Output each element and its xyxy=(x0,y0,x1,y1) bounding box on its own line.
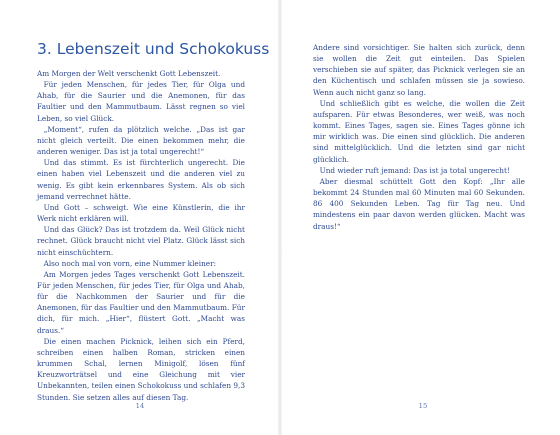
chapter-heading: 3. Lebenszeit und Schokokuss xyxy=(37,40,270,58)
paragraph: „Moment“, rufen da plötzlich welche. „Das ist gar nicht gleich verteilt. Die einen bekommen mehr, die anderen weniger. Das ist ja total ungerecht!“ xyxy=(37,124,245,157)
paragraph: Am Morgen jedes Tages verschenkt Gott Lebenszeit. Für jeden Menschen, für jedes Tier, für Olga und Ahab, für die Nachkommen der Saurier und für die Anemonen, für das Faultier und den Mammutbaum. Für dich, für mich. „Hier“, flüstert Gott. „Macht was draus.“ xyxy=(37,269,245,335)
paragraph: Und Gott – schweigt. Wie eine Künstlerin, die ihr Werk nicht erklären will. xyxy=(37,202,245,224)
paragraph: Aber diesmal schüttelt Gott den Kopf: „Ihr alle bekommt 24 Stunden mal 60 Minuten mal 60 Sekunden. 86 400 Sekunden Leben. Tag für Tag neu. Und mindestens ein paar davon werden glücken. Macht was draus!“ xyxy=(313,176,525,231)
paragraph: Für jeden Menschen, für jedes Tier, für Olga und Ahab, für die Saurier und die Anemonen, für das Faultier und den Mammutbaum. Lässt regnen so viel Leben, so viel Glück. xyxy=(37,80,245,123)
paragraph: Am Morgen der Welt verschenkt Gott Lebenszeit. xyxy=(37,69,221,78)
page-number-right: 15 xyxy=(418,402,428,410)
right-page xyxy=(282,0,560,435)
paragraph: Andere sind vorsichtiger. Sie halten sich zurück, denn sie wollen die Zeit gut einteilen. Das Spielen verschieben sie auf später, das Picknick verlegen sie an den Küchentisch und schlafen müssen sie ja sowieso. Wenn auch nicht ganz so lang. xyxy=(313,43,525,97)
paragraph: Und schließlich gibt es welche, die wollen die Zeit aufsparen. Für etwas Besonderes, wer weiß, was noch kommt. Eines Tages, sagen sie. Eines Tages gönne ich mir wirklich was. Die einen sind glücklich. Die anderen sind mittelglücklich. Und die letzten sind gar nicht glücklich. xyxy=(313,98,525,164)
paragraph: Und das stimmt. Es ist fürchterlich ungerecht. Die einen haben viel Lebenszeit und die anderen viel zu wenig. Es gibt kein erkennbares System. Als ob sich jemand verrechnet hätte. xyxy=(37,158,245,201)
paragraph: Und wieder ruft jemand: Das ist ja total ungerecht! xyxy=(319,165,510,175)
paragraph: Die einen machen Picknick, leihen sich ein Pferd, schreiben einen halben Roman, stricken einen krummen Schal, lernen Minigolf, lösen fünf Kreuzworträtsel und eine Gleichung mit vier Unbekannten, teilen einen Schokokuss und schlafen 9,3 Stunden. Sie setzen alles auf diesen Tag. xyxy=(37,336,245,402)
left-page xyxy=(0,0,278,435)
paragraph: Und das Glück? Das ist trotzdem da. Weil Glück nicht rechnet. Glück braucht nicht viel Platz. Glück lässt sich nicht einschüchtern. xyxy=(37,225,245,257)
paragraph: Also noch mal von vorn, eine Nummer kleiner: xyxy=(43,258,217,268)
right-text-column xyxy=(313,42,525,232)
left-text-column xyxy=(37,68,245,403)
page-number-left: 14 xyxy=(135,402,145,410)
